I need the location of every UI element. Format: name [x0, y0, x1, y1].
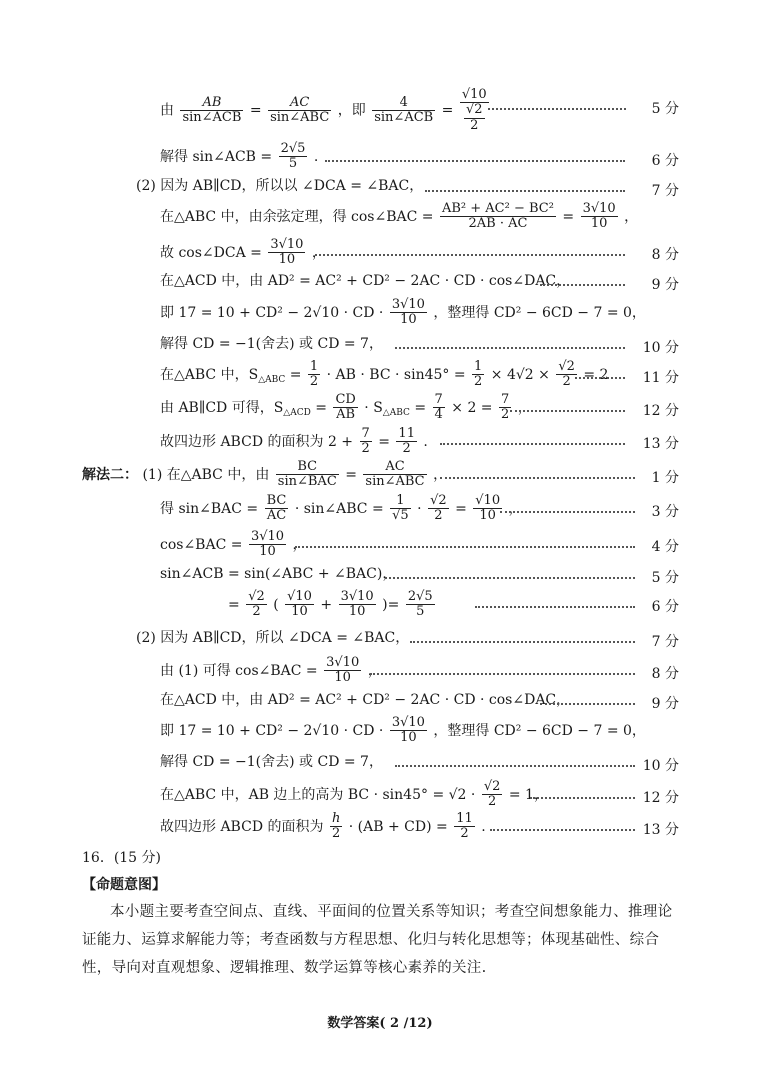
leader-dots: [540, 703, 635, 705]
leader-dots: [540, 284, 625, 286]
line-17: (2) 因为 AB∥CD，所以 ∠DCA = ∠BAC，: [136, 630, 410, 646]
leader-dots: [295, 546, 635, 548]
line-10: 由 AB∥CD 可得，$S_{\triangle ACD}$ = $\frac{CD}{AB}$ · $S_{\triangle ABC}$ = $\frac{7}{4}$ × 2 = $\frac{7}{2}$ ，: [160, 392, 532, 423]
section-heading: 【命题意图】: [82, 877, 166, 893]
line-23: 故四边形 ABCD 的面积为 $\frac{h}{2}$ · (AB + CD) = $\frac{11}{2}$ .: [160, 811, 486, 842]
score: 12 分: [642, 790, 679, 806]
leader-dots: [325, 160, 625, 162]
line-6: 在△ACD 中，由 AD² = AC² + CD² − 2AC · CD · cos∠DAC，: [160, 273, 571, 289]
line-5: 故 cos∠DCA = $\frac{3√10}{10}$ ，: [160, 237, 326, 268]
leader-dots: [510, 410, 625, 412]
leader-dots: [575, 377, 625, 379]
leader-dots: [370, 673, 635, 675]
score: 11 分: [642, 370, 679, 386]
line-8: 解得 CD = −1(舍去) 或 CD = 7，: [160, 336, 383, 352]
leader-dots: [440, 477, 635, 479]
score: 13 分: [642, 822, 679, 838]
line-2: 解得 sin∠ACB = $\frac{2√5}{5}$ .: [160, 141, 319, 172]
line-3: (2) 因为 AB∥CD，所以以 ∠DCA = ∠BAC，: [136, 178, 424, 194]
score: 8 分: [651, 666, 679, 682]
leader-dots: [425, 190, 625, 192]
score: 12 分: [642, 403, 679, 419]
leader-dots: [440, 443, 625, 445]
line-22: 在△ABC 中，AB 边上的高为 BC · sin45° = √2 · $\frac{√2}{2}$ = 1，: [160, 779, 548, 810]
score: 3 分: [651, 504, 679, 520]
line-19: 在△ACD 中，由 AD² = AC² + CD² − 2AC · CD · cos∠DAC，: [160, 692, 571, 708]
score: 6 分: [651, 599, 679, 615]
line-13: 得 sin∠BAC = $\frac{BC}{AC}$ · sin∠ABC = $\frac{1}{√5}$ · $\frac{√2}{2}$ = $\frac{√10}{10}$ ，: [160, 493, 523, 524]
score: 5 分: [651, 101, 679, 117]
line-21: 解得 CD = −1(舍去) 或 CD = 7，: [160, 754, 383, 770]
score: 6 分: [651, 153, 679, 169]
leader-dots: [410, 641, 635, 643]
line-9: 在△ABC 中，$S_{\triangle ABC}$ = $\frac{1}{2}$ · AB · BC · sin45° = $\frac{1}{2}$ × 4√2 × $\frac{√2}{2}$ = 2: [160, 359, 609, 390]
leader-dots: [475, 606, 635, 608]
leader-dots: [500, 511, 635, 513]
line-18: 由 (1) 可得 cos∠BAC = $\frac{3√10}{10}$ ，: [160, 655, 382, 686]
line-11: 故四边形 ABCD 的面积为 2 + $\frac{7}{2}$ = $\frac{11}{2}$ .: [160, 426, 428, 457]
leader-dots: [385, 577, 635, 579]
line-4: 在△ABC 中，由余弦定理，得 cos∠BAC = $\frac{\text{AB² + AC² − BC²}}{2AB \cdot AC}$ = $\frac{3√10}{10}$ ，: [160, 201, 639, 232]
leader-dots: [395, 347, 625, 349]
score: 5 分: [651, 570, 679, 586]
page-footer: 数学答案( 2 /12): [327, 1016, 433, 1031]
intent-paragraph: 本小题主要考查空间点、直线、平面间的位置关系等知识；考查空间想象能力、推理论证能力、运算求解能力等；考查函数与方程思想、化归与转化思想等；体现基础性、综合性，导向对直观想象、逻辑推理、数学运算等核心素养的关注.: [82, 904, 673, 976]
fraction: $\frac{AC}{\text{sin∠ABC}}$: [270, 94, 330, 125]
leader-dots: [488, 108, 626, 110]
score: 13 分: [642, 436, 679, 452]
line-16: = $\frac{√2}{2}$ ( $\frac{√10}{10}$ + $\frac{3√10}{10}$ )= $\frac{2√5}{5}$: [228, 589, 433, 620]
fraction: $\frac{AB}{\text{sin∠ACB}}$: [182, 94, 242, 125]
score: 4 分: [651, 539, 679, 555]
score: 10 分: [642, 340, 679, 356]
score: 7 分: [651, 183, 679, 199]
leader-dots: [490, 829, 635, 831]
score: 9 分: [651, 277, 679, 293]
score: 10 分: [642, 758, 679, 774]
score: 8 分: [651, 247, 679, 263]
line-12: 解法二： (1) 在△ABC 中，由 $\frac{BC}{\text{sin∠BAC}}$ = $\frac{AC}{\text{sin∠ABC}}$ ，: [82, 459, 448, 490]
question-number: 16．(15 分): [82, 850, 162, 866]
leader-dots: [530, 797, 635, 799]
line-15: sin∠ACB = sin(∠ABC + ∠BAC)，: [160, 566, 397, 582]
line-14: cos∠BAC = $\frac{3√10}{10}$ ，: [160, 529, 307, 560]
leader-dots: [315, 254, 625, 256]
line-1: 由 $\frac{AB}{\text{sin∠ACB}}$ = $\frac{AC}{\text{sin∠ABC}}$ ，即 $\frac{4}{\text{sin∠ACB}}$ = $\frac{√10}{\frac{√2}{2}}$: [160, 87, 487, 133]
score: 7 分: [651, 634, 679, 650]
line-7: 即 17 = 10 + CD² − 2√10 · CD · $\frac{3√10}{10}$ ，整理得 CD² − 6CD − 7 = 0，: [160, 297, 646, 328]
fraction: $\frac{4}{\text{sin∠ACB}}$: [374, 94, 434, 125]
leader-dots: [395, 765, 635, 767]
line-20: 即 17 = 10 + CD² − 2√10 · CD · $\frac{3√10}{10}$ ，整理得 CD² − 6CD − 7 = 0，: [160, 715, 646, 746]
fraction: $\frac{√10}{\frac{√2}{2}}$: [461, 87, 487, 133]
score: 1 分: [651, 470, 679, 486]
score: 9 分: [651, 696, 679, 712]
